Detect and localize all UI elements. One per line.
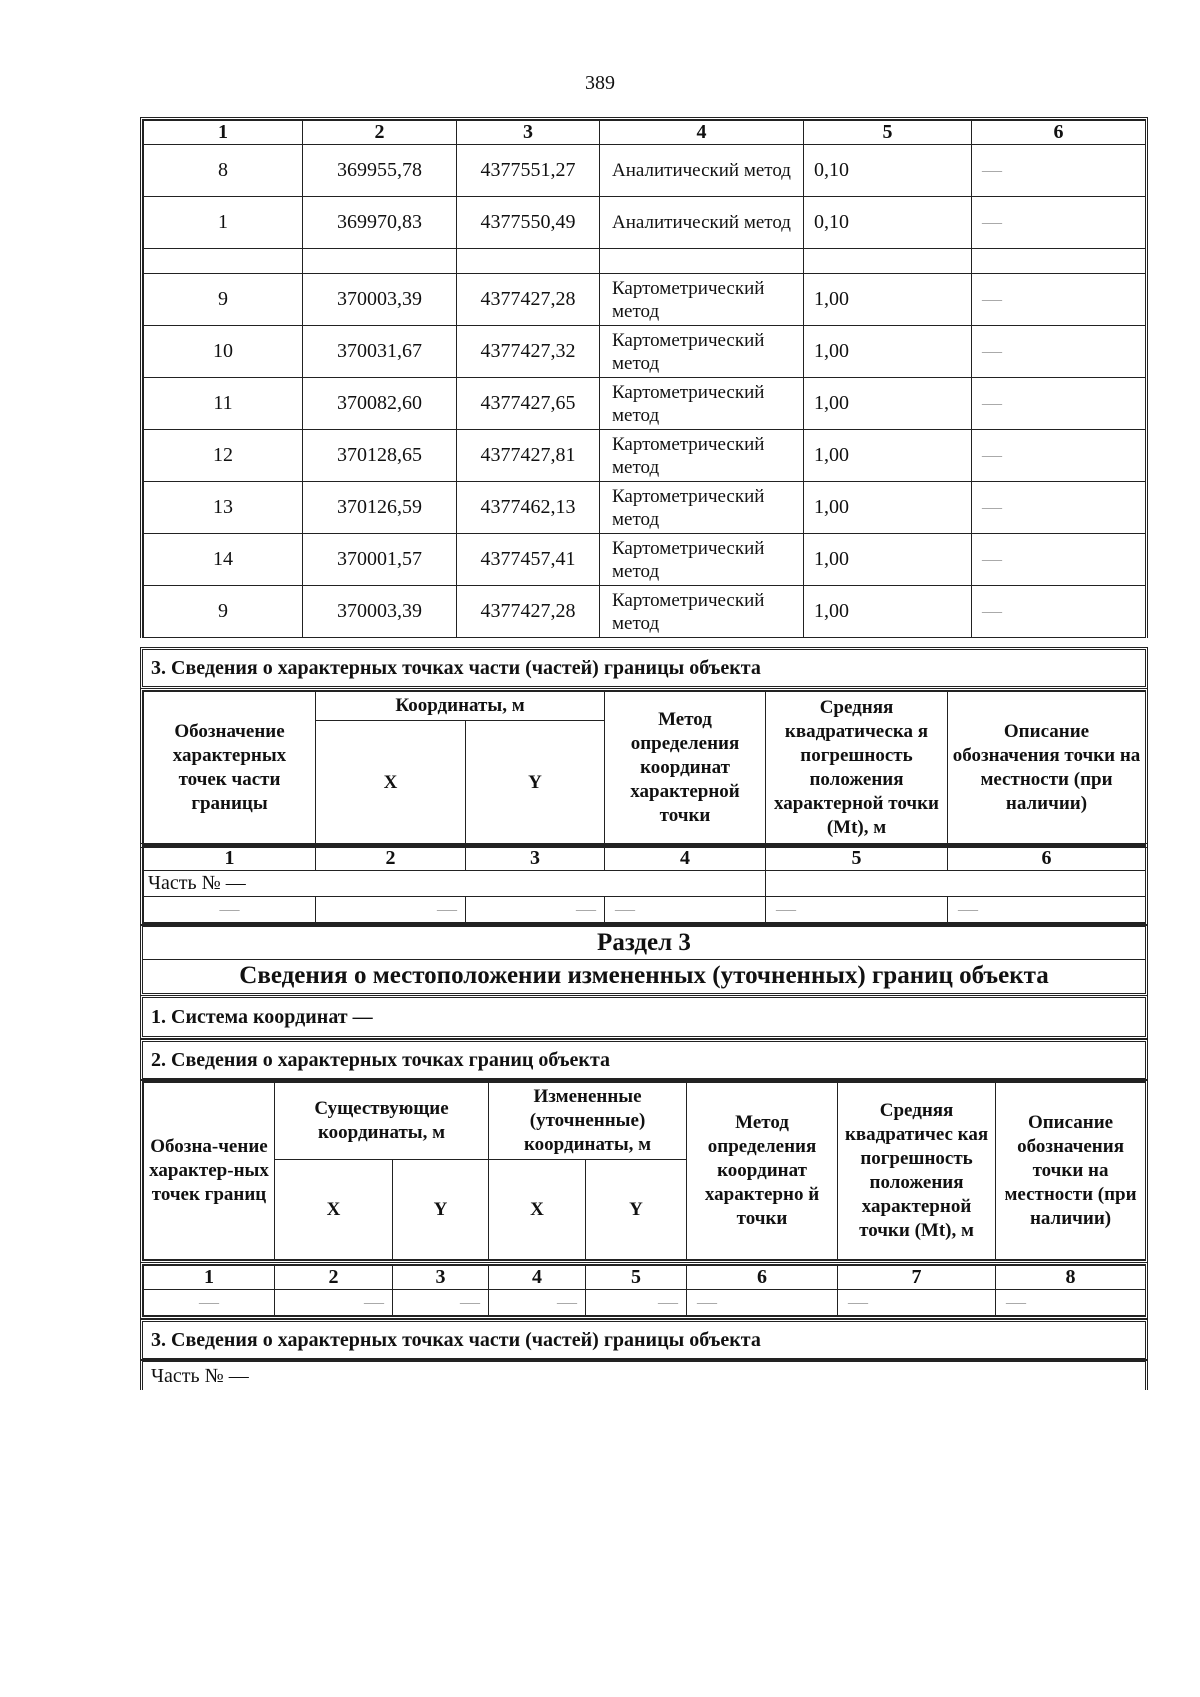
section3-part-label-block (140, 1359, 1148, 1390)
coordinates-table (140, 117, 1148, 638)
description-cell: — (972, 274, 1146, 326)
coord-y: 4377427,65 (457, 378, 600, 430)
coord-x: 370003,39 (303, 586, 457, 638)
table-row (144, 197, 1146, 249)
description-cell: — (972, 482, 1146, 534)
section3-heading-block (140, 924, 1148, 996)
coord-x: 370128,65 (303, 430, 457, 482)
coord-y (457, 249, 600, 274)
description-cell: — (972, 326, 1146, 378)
table-row (144, 378, 1146, 430)
header-existing: Существующие координаты, м (275, 1083, 489, 1160)
header-method: Метод определения координат характерной точки (605, 692, 766, 845)
method-cell: Картометрический метод (600, 378, 804, 430)
description-cell: — (972, 586, 1146, 638)
page-number: 389 (585, 72, 615, 94)
description-cell: — (972, 534, 1146, 586)
section3-part-title: 3. Сведения о характерных точках части (частей) границы объекта (151, 1328, 761, 1351)
coord-x: 370082,60 (303, 378, 457, 430)
empty-cell: — (687, 1290, 838, 1316)
header-error: Средняя квадратичес кая погрешность положения характерной точки (Mt), м (838, 1083, 996, 1260)
col-number: 8 (996, 1266, 1146, 1290)
part-header-table (140, 688, 1148, 848)
error-cell: 1,00 (804, 378, 972, 430)
header-y: Y (586, 1160, 687, 1260)
coord-x: 370003,39 (303, 274, 457, 326)
col-number: 5 (766, 847, 948, 871)
empty-cell: — (275, 1290, 393, 1316)
method-cell: Картометрический метод (600, 534, 804, 586)
empty-cell: — (948, 897, 1146, 923)
table-row (144, 326, 1146, 378)
col-number: 6 (948, 847, 1146, 871)
table-row (144, 482, 1146, 534)
col-number: 4 (605, 847, 766, 871)
error-cell: 1,00 (804, 586, 972, 638)
point-number: 9 (144, 274, 303, 326)
point-number: 8 (144, 145, 303, 197)
coord-y: 4377427,28 (457, 274, 600, 326)
col-number: 5 (804, 121, 972, 145)
section3-part-label: Часть № — (151, 1364, 249, 1387)
col-number: 3 (466, 847, 605, 871)
method-cell: Аналитический метод (600, 197, 804, 249)
empty-cell: — (838, 1290, 996, 1316)
empty-cell: — (466, 897, 605, 923)
points-header-table (140, 1079, 1148, 1263)
empty-cell: — (489, 1290, 586, 1316)
description-cell: — (972, 197, 1146, 249)
coord-x (303, 249, 457, 274)
header-description: Описание обозначения точки на местности (при наличии) (948, 692, 1146, 845)
point-number: 12 (144, 430, 303, 482)
header-x: X (275, 1160, 393, 1260)
coord-y: 4377462,13 (457, 482, 600, 534)
error-cell: 0,10 (804, 197, 972, 249)
column-number-row (144, 121, 1146, 145)
header-description: Описание обозначения точки на местности (при наличии) (996, 1083, 1146, 1260)
empty-cell: — (605, 897, 766, 923)
point-number: 11 (144, 378, 303, 430)
method-cell (600, 249, 804, 274)
col-number: 6 (972, 121, 1146, 145)
error-cell (804, 249, 972, 274)
error-cell: 1,00 (804, 534, 972, 586)
part-section (140, 647, 1148, 689)
coord-system: 1. Система координат — (151, 1005, 373, 1028)
empty-cell: — (144, 1290, 275, 1316)
point-number: 1 (144, 197, 303, 249)
coord-x: 370031,67 (303, 326, 457, 378)
coord-y: 4377457,41 (457, 534, 600, 586)
section3-part-title-block (140, 1319, 1148, 1361)
point-number: 13 (144, 482, 303, 534)
col-number: 2 (275, 1266, 393, 1290)
col-number: 1 (144, 847, 316, 871)
method-cell: Картометрический метод (600, 274, 804, 326)
col-number: 4 (489, 1266, 586, 1290)
header-y: Y (393, 1160, 489, 1260)
empty-cell: — (144, 897, 316, 923)
col-number: 2 (303, 121, 457, 145)
header-x: X (489, 1160, 586, 1260)
table-row (144, 430, 1146, 482)
coord-x: 369955,78 (303, 145, 457, 197)
header-designation: Обозначение характерных точек части границы (144, 692, 316, 845)
points-title-block (140, 1039, 1148, 1081)
table-row (144, 249, 1146, 274)
coord-x: 370126,59 (303, 482, 457, 534)
point-number: 9 (144, 586, 303, 638)
table-row (144, 534, 1146, 586)
coord-y: 4377427,32 (457, 326, 600, 378)
col-number: 1 (144, 121, 303, 145)
empty-cell: — (393, 1290, 489, 1316)
part-numbers-table (140, 843, 1148, 926)
header-x: X (316, 721, 466, 845)
method-cell: Картометрический метод (600, 430, 804, 482)
error-cell: 1,00 (804, 326, 972, 378)
coord-x: 369970,83 (303, 197, 457, 249)
header-changed: Измененные (уточненные) координаты, м (489, 1083, 687, 1160)
method-cell: Картометрический метод (600, 482, 804, 534)
col-number: 7 (838, 1266, 996, 1290)
empty-cell: — (316, 897, 466, 923)
points-numbers-table (140, 1262, 1148, 1319)
coord-y: 4377427,28 (457, 586, 600, 638)
method-cell: Картометрический метод (600, 326, 804, 378)
col-number: 2 (316, 847, 466, 871)
method-cell: Картометрический метод (600, 586, 804, 638)
point-number: 10 (144, 326, 303, 378)
description-cell (972, 249, 1146, 274)
coord-y: 4377427,81 (457, 430, 600, 482)
empty-row (144, 897, 1146, 923)
coord-y: 4377551,27 (457, 145, 600, 197)
table-row (144, 274, 1146, 326)
part-label: Часть № — (144, 871, 766, 897)
error-cell: 1,00 (804, 430, 972, 482)
header-y: Y (466, 721, 605, 845)
empty-cell: — (996, 1290, 1146, 1316)
table-row (144, 586, 1146, 638)
points-title: 2. Сведения о характерных точках границ объекта (151, 1048, 611, 1071)
point-number: 14 (144, 534, 303, 586)
description-cell: — (972, 378, 1146, 430)
coord-y: 4377550,49 (457, 197, 600, 249)
header-coords: Координаты, м (316, 692, 605, 721)
header-designation: Обозна-чение характер-ных точек границ (144, 1083, 275, 1260)
header-error: Средняя квадратическа я погрешность положения характерной точки (Mt), м (766, 692, 948, 845)
point-number (144, 249, 303, 274)
description-cell: — (972, 430, 1146, 482)
description-cell: — (972, 145, 1146, 197)
method-cell: Аналитический метод (600, 145, 804, 197)
empty-cell: — (586, 1290, 687, 1316)
coord-system-block (140, 995, 1148, 1039)
error-cell: 1,00 (804, 274, 972, 326)
col-number: 3 (457, 121, 600, 145)
col-number: 6 (687, 1266, 838, 1290)
table-row (144, 145, 1146, 197)
empty-row (144, 1290, 1146, 1316)
error-cell: 1,00 (804, 482, 972, 534)
col-number: 5 (586, 1266, 687, 1290)
empty-cell: — (766, 897, 948, 923)
col-number: 4 (600, 121, 804, 145)
part-section-title: 3. Сведения о характерных точках части (частей) границы объекта (151, 656, 761, 679)
error-cell: 0,10 (804, 145, 972, 197)
col-number: 3 (393, 1266, 489, 1290)
coord-x: 370001,57 (303, 534, 457, 586)
section3-heading: Раздел 3 (143, 927, 1145, 959)
col-number: 1 (144, 1266, 275, 1290)
header-method: Метод определения координат характерно й точки (687, 1083, 838, 1260)
section3-subheading: Сведения о местоположении измененных (уточненных) границ объекта (239, 962, 1049, 990)
